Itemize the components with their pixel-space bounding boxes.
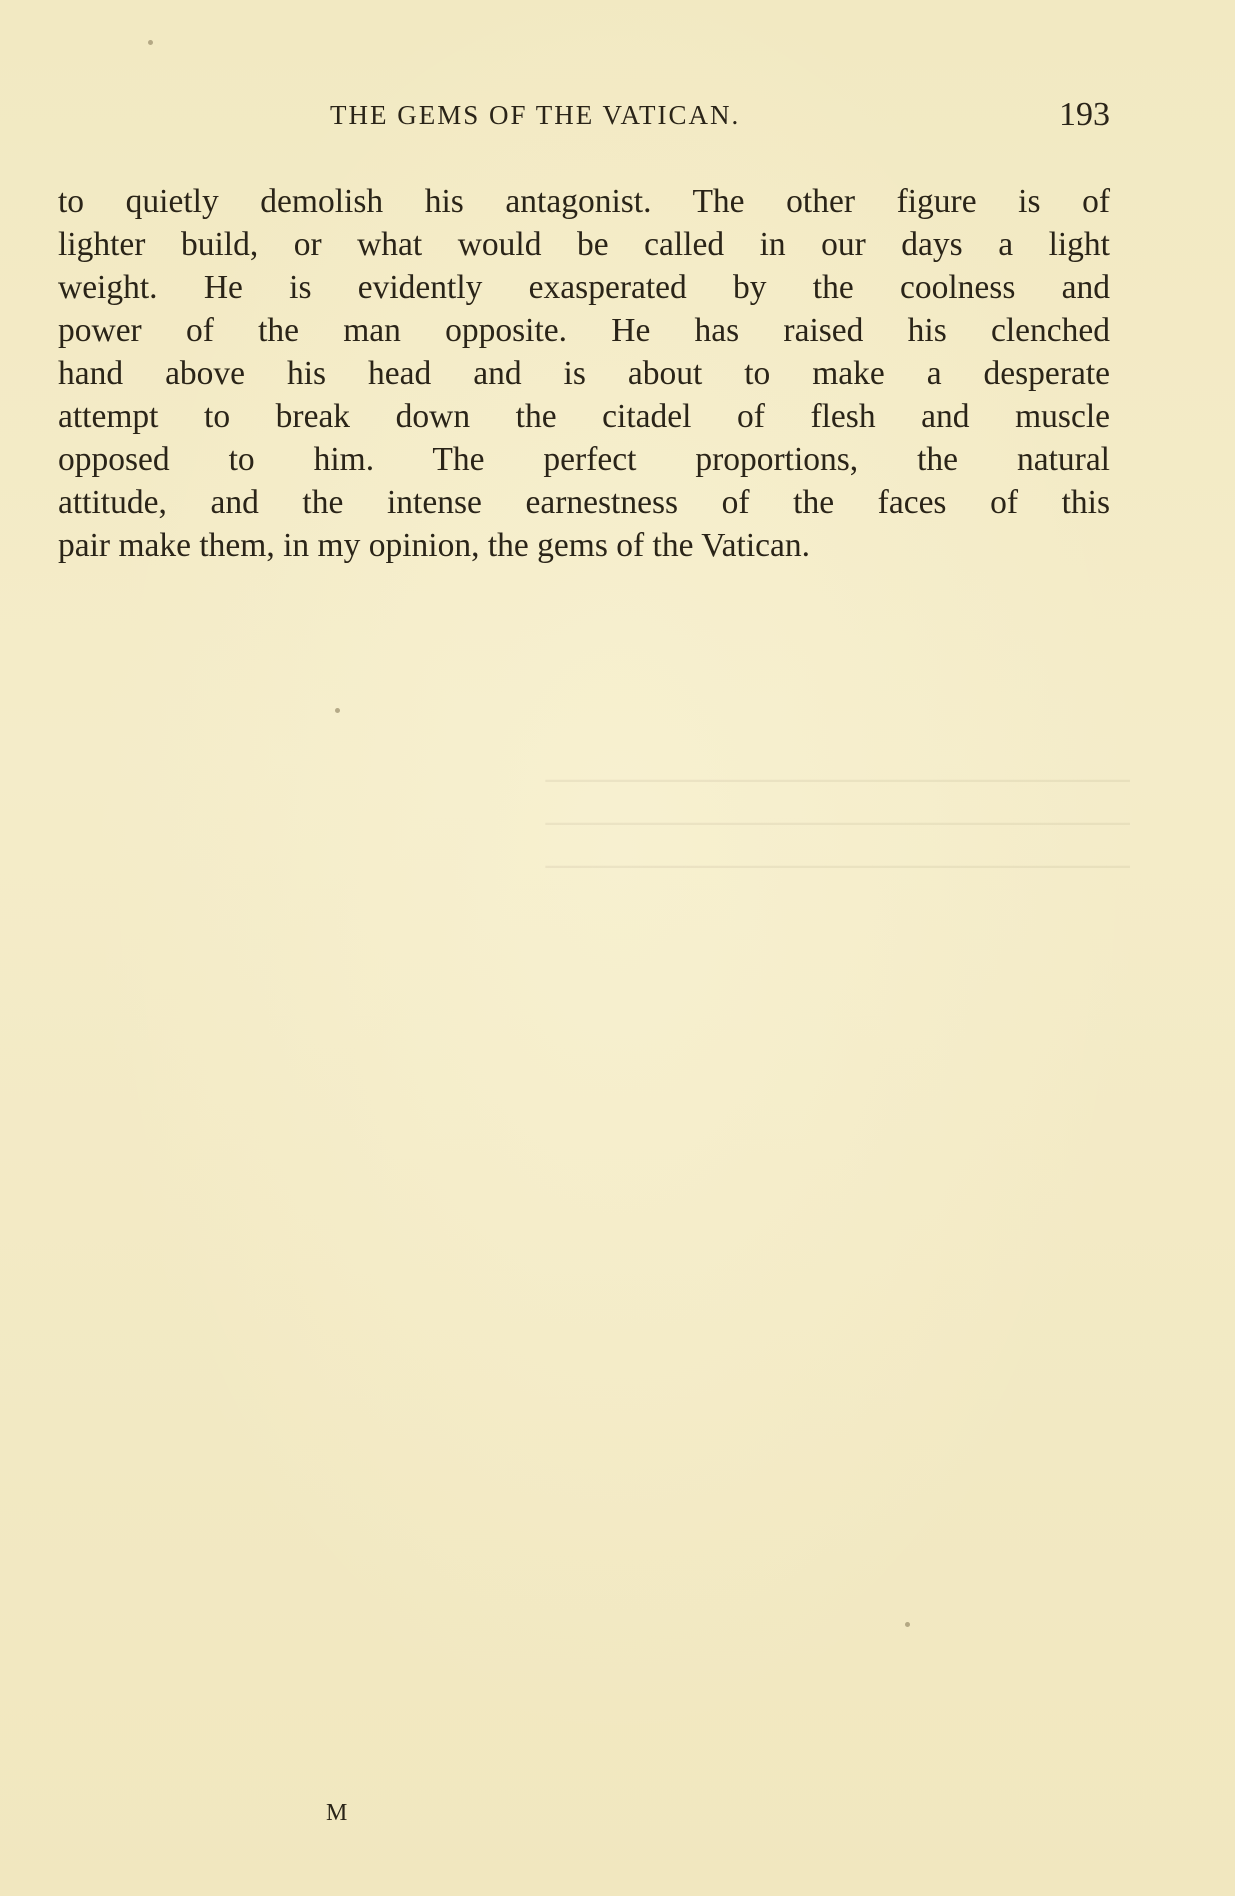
text-line: lighter build, or what would be called in our days a light: [58, 226, 1110, 263]
text-line: hand above his head and is about to make a desperate: [58, 355, 1110, 392]
text-line: power of the man opposite. He has raised his clenched: [58, 312, 1110, 349]
bleed-through-texture: ───────────────────────── ───────────────────────── ─────────────────────────: [545, 763, 1130, 885]
paper-speck: [335, 708, 340, 713]
text-line: weight. He is evidently exasperated by the coolness and: [58, 269, 1110, 306]
running-title: THE GEMS OF THE VATICAN.: [330, 100, 741, 130]
body-paragraph: [58, 180, 1110, 567]
text-line: pair make them, in my opinion, the gems of the Vatican.: [58, 527, 811, 564]
text-line: attitude, and the intense earnestness of the faces of this: [58, 484, 1110, 521]
signature-mark: M: [326, 1800, 349, 1826]
paper-speck: [905, 1622, 910, 1627]
paper-speck: [148, 40, 153, 45]
running-header: [58, 96, 1110, 140]
text-line: to quietly demolish his antagonist. The other figure is of: [58, 183, 1110, 220]
text-line: opposed to him. The perfect proportions, the natural: [58, 441, 1110, 478]
text-line: attempt to break down the citadel of flesh and muscle: [58, 398, 1110, 435]
page-number: 193: [1059, 96, 1110, 133]
